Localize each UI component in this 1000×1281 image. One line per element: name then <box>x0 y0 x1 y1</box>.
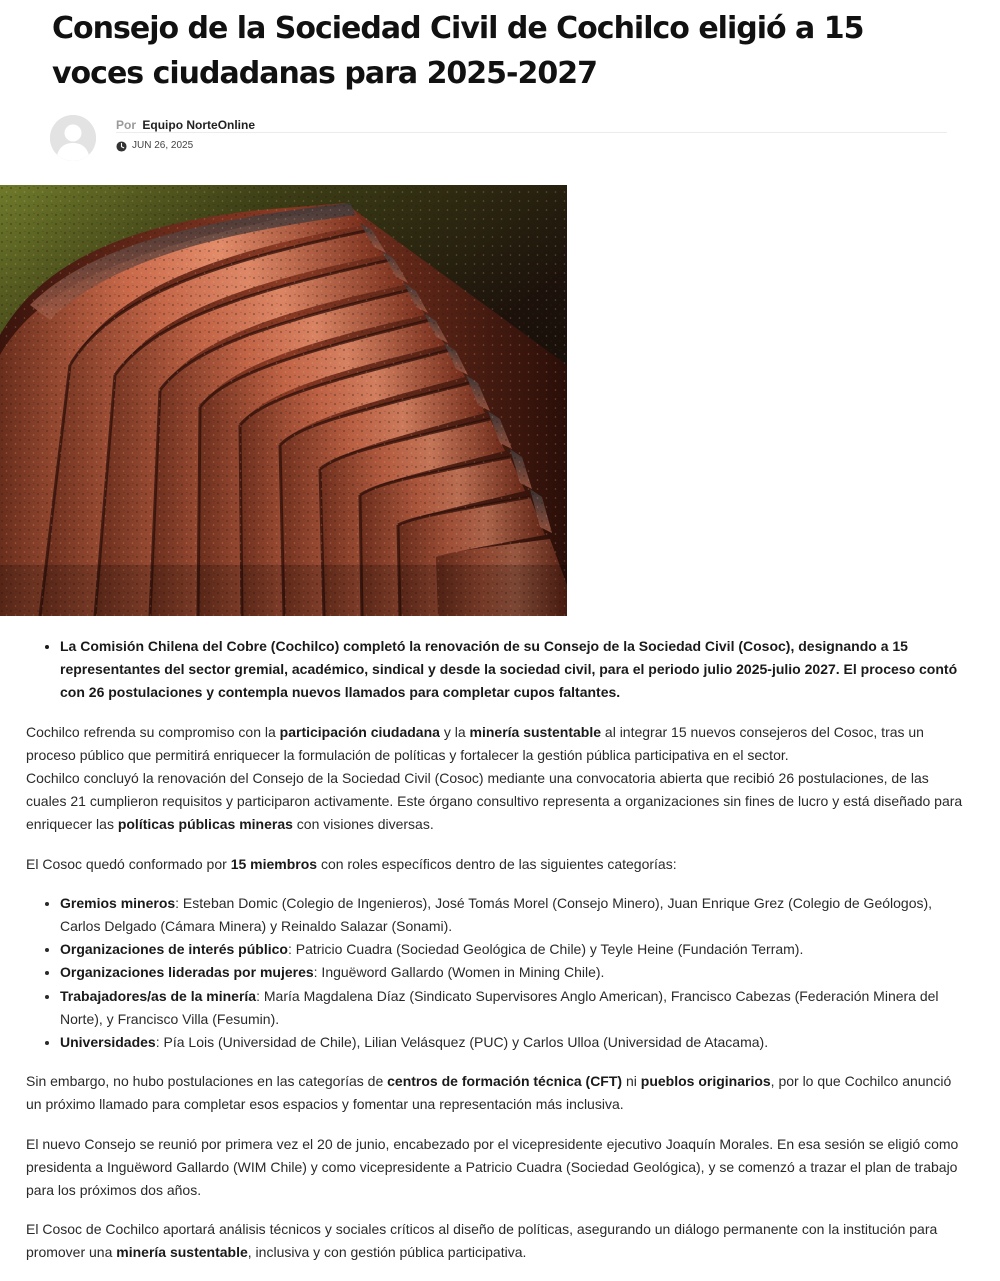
category-members: : María Magdalena Díaz (Sindicato Supervisores Anglo American), Francisco Cabezas (Federación Minera del Norte), y Francisco Villa (Fesumin). <box>60 987 939 1027</box>
text-run: al integrar 15 nuevos consejeros del Cosoc, tras un proceso público que permitirá enriquecer la formulación de políticas y fortalecer la gestión pública participativa en el sector. <box>26 723 924 763</box>
category-members: : Inguëword Gallardo (Women in Mining Chile). <box>313 964 605 981</box>
category-label: Organizaciones de interés público <box>60 941 288 958</box>
emphasis: minería sustentable <box>116 1244 248 1261</box>
text-run: , por lo que Cochilco anunció un próximo llamado para completar esos espacios y fomentar una representación más inclusiva. <box>26 1073 952 1113</box>
copper-cathode-photo-icon <box>0 185 567 616</box>
text-run: Sin embargo, no hubo postulaciones en las categorías de <box>26 1073 388 1090</box>
text-run: ni <box>622 1073 641 1090</box>
byline-prefix: Por <box>116 118 137 132</box>
article-body <box>26 635 970 1281</box>
hero-image <box>0 185 567 616</box>
text-run: Cochilco concluyó la renovación del Consejo de la Sociedad Civil (Cosoc) mediante una convocatoria abierta que recibió 26 postulaciones, de las cuales 21 cumplieron requisitos y participaron activamente. Este órgano consultivo representa a organizaciones sin fines de lucro y está diseñado para enriquecer las <box>26 770 963 833</box>
lead-summary <box>26 635 970 705</box>
category-item <box>60 1031 970 1054</box>
publish-date <box>116 139 193 153</box>
emphasis: políticas públicas mineras <box>117 816 293 833</box>
category-members: : Pía Lois (Universidad de Chile), Lilian Velásquez (PUC) y Carlos Ulloa (Universidad de Atacama). <box>155 1034 769 1051</box>
category-item <box>60 961 970 984</box>
category-label: Universidades <box>60 1034 156 1051</box>
paragraph-4 <box>26 1070 970 1116</box>
default-avatar-icon <box>50 115 96 161</box>
paragraph-5: El nuevo Consejo se reunió por primera vez el 20 de junio, encabezado por el vicepresidente ejecutivo Joaquín Morales. En esa sesión se eligió como presidenta a Inguëword Gallardo (WIM Chile) y como vicepresidente a Patricio Cuadra (Sociedad Geológica), y se comenzó a trazar el plan de trabajo para los próximos dos años. <box>26 1135 959 1199</box>
text-run: Cochilco refrenda su compromiso con la <box>26 723 280 740</box>
emphasis: minería sustentable <box>469 723 602 740</box>
paragraph-1 <box>26 721 970 767</box>
meta-divider <box>116 132 947 133</box>
category-label: Trabajadores/as de la minería <box>60 987 257 1004</box>
lead-bullet: • La Comisión Chilena del Cobre (Cochilco) completó la renovación de su Consejo de la Sociedad Civil (Cosoc), designando a 15 representantes del sector gremial, académico, sindical y desde la sociedad civil, para el periodo julio 2025-julio 2027. El proceso contó con 26 postulaciones y contempla nuevos llamados para completar cupos faltantes. <box>60 635 970 705</box>
byline <box>116 117 255 133</box>
category-item <box>60 938 970 961</box>
text-run: El Cosoc de Cochilco aportará análisis técnicos y sociales críticos al diseño de políticas, asegurando un diálogo permanente con la institución para promover una <box>26 1221 938 1261</box>
category-item <box>60 985 970 1031</box>
paragraph-6 <box>26 1218 970 1264</box>
text-run: El Cosoc quedó conformado por <box>26 855 231 872</box>
article-title: Consejo de la Sociedad Civil de Cochilco eligió a 15 voces ciudadanas para 2025-2027 <box>52 11 864 91</box>
member-categories <box>26 892 970 1054</box>
clock-icon <box>116 141 127 152</box>
category-label: Gremios mineros <box>60 894 176 911</box>
date-text: JUN 26, 2025 <box>132 140 194 151</box>
author-meta <box>50 115 947 163</box>
text-run: , inclusiva y con gestión pública participativa. <box>247 1244 527 1261</box>
category-label: Organizaciones lideradas por mujeres <box>60 964 314 981</box>
paragraph-3 <box>26 853 970 876</box>
category-members: : Esteban Domic (Colegio de Ingenieros), José Tomás Morel (Consejo Minero), Juan Enrique Grez (Colegio de Geólogos), Carlos Delgado (Cámara Minera) y Reinaldo Salazar (Sonami). <box>60 894 933 935</box>
text-run: y la <box>439 723 470 740</box>
emphasis: participación ciudadana <box>279 723 440 740</box>
paragraph-2 <box>26 767 970 837</box>
emphasis: centros de formación técnica (CFT) <box>387 1073 623 1090</box>
author-link[interactable]: Equipo NorteOnline <box>142 118 256 132</box>
author-avatar[interactable] <box>50 115 96 161</box>
category-item <box>60 892 970 938</box>
category-members: : Patricio Cuadra (Sociedad Geológica de Chile) y Teyle Heine (Fundación Terram). <box>287 941 804 958</box>
text-run: con visiones diversas. <box>292 816 434 833</box>
emphasis: 15 miembros <box>230 855 318 872</box>
text-run: con roles específicos dentro de las siguientes categorías: <box>317 855 677 872</box>
emphasis: pueblos originarios <box>640 1073 771 1090</box>
